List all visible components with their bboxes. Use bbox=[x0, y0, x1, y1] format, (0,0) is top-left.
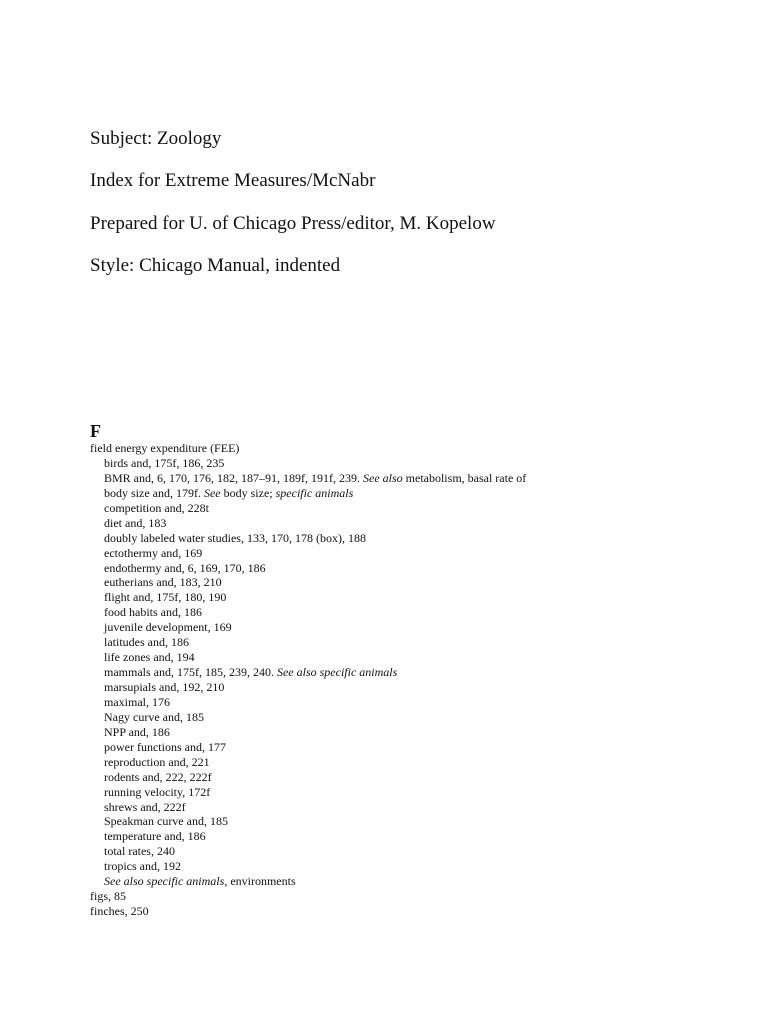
index-subentry bbox=[90, 605, 730, 620]
cross-reference-label: See bbox=[203, 485, 221, 500]
cross-reference-label: See also bbox=[363, 470, 403, 485]
index-subentry-see-also bbox=[90, 874, 730, 889]
index-main-entry: finches, 250 bbox=[90, 904, 149, 919]
index-subentry bbox=[90, 635, 730, 650]
subentry-text: reproduction and, 221 bbox=[104, 754, 210, 769]
subentry-text: life zones and, 194 bbox=[104, 650, 195, 665]
index-subentry bbox=[90, 590, 730, 605]
index-subentry bbox=[90, 755, 730, 770]
index-subentry bbox=[90, 725, 730, 740]
index-subentry bbox=[90, 575, 730, 590]
subentry-text: marsupials and, 192, 210 bbox=[104, 680, 225, 694]
subentry-text: mammals and, 175f, 185, 239, 240. bbox=[104, 665, 274, 680]
index-subentry bbox=[90, 561, 730, 576]
cross-reference-rest: , environments bbox=[224, 874, 296, 889]
subentry-text: power functions and, 177 bbox=[104, 739, 226, 754]
subentry-text: total rates, 240 bbox=[104, 844, 175, 859]
index-main-entry: figs, 85 bbox=[90, 889, 126, 904]
index-subentry bbox=[90, 471, 730, 486]
subentry-text: diet and, 183 bbox=[104, 515, 167, 530]
subentry-text: flight and, 175f, 180, 190 bbox=[104, 590, 227, 605]
index-subentry bbox=[90, 800, 730, 815]
cross-reference-target: body size; bbox=[223, 485, 273, 500]
index-title-line: Index for Extreme Measures/McNabr bbox=[90, 170, 376, 192]
cross-reference-target: metabolism, basal rate of bbox=[405, 470, 527, 485]
index-subentry bbox=[90, 829, 730, 844]
index-subentry bbox=[90, 710, 730, 725]
index-subentry bbox=[90, 501, 730, 516]
index-subentry bbox=[90, 785, 730, 800]
subentry-text: BMR and, 6, 170, 176, 182, 187–91, 189f, 191f, 239. bbox=[104, 470, 360, 485]
index-subentry bbox=[90, 770, 730, 785]
subentry-text: rodents and, 222, 222f bbox=[104, 769, 212, 784]
subentry-text: body size and, 179f. bbox=[104, 485, 201, 500]
subentry-text: doubly labeled water studies, 133, 170, 178 (box), 188 bbox=[104, 530, 366, 545]
cross-reference-italic: See also specific animals bbox=[276, 665, 398, 680]
index-subentry bbox=[90, 740, 730, 755]
subentry-text: running velocity, 172f bbox=[104, 784, 211, 799]
subentry-text: NPP and, 186 bbox=[104, 724, 170, 739]
subentry-text: food habits and, 186 bbox=[104, 605, 202, 620]
index-section-letter: F bbox=[90, 421, 101, 441]
index-subentry bbox=[90, 680, 730, 695]
index-subentry bbox=[90, 546, 730, 561]
index-subentry bbox=[90, 620, 730, 635]
index-subentry bbox=[90, 486, 730, 501]
index-subentry bbox=[90, 859, 730, 874]
index-subentry bbox=[90, 695, 730, 710]
index-subentry bbox=[90, 814, 730, 829]
subentry-text: ectothermy and, 169 bbox=[104, 545, 203, 560]
subentry-text: maximal, 176 bbox=[104, 694, 170, 709]
subentry-text: endothermy and, 6, 169, 170, 186 bbox=[104, 560, 266, 575]
index-subentry bbox=[90, 665, 730, 680]
subentry-text: eutherians and, 183, 210 bbox=[104, 575, 222, 590]
index-list bbox=[90, 441, 730, 919]
index-subentry bbox=[90, 650, 730, 665]
subentry-text: temperature and, 186 bbox=[104, 829, 206, 844]
subentry-text: tropics and, 192 bbox=[104, 859, 181, 874]
prepared-for-line: Prepared for U. of Chicago Press/editor, M. Kopelow bbox=[90, 212, 496, 234]
style-line: Style: Chicago Manual, indented bbox=[90, 254, 341, 276]
subentry-text: competition and, 228t bbox=[104, 500, 209, 515]
subentry-text: Nagy curve and, 185 bbox=[104, 709, 204, 724]
index-main-entry: field energy expenditure (FEE) bbox=[90, 441, 240, 455]
subentry-text: birds and, 175f, 186, 235 bbox=[104, 455, 225, 470]
subentry-text: Speakman curve and, 185 bbox=[104, 814, 228, 829]
subentry-text: latitudes and, 186 bbox=[104, 635, 189, 650]
cross-reference-italic: See also specific animals bbox=[104, 874, 225, 889]
index-subentry bbox=[90, 456, 730, 471]
subentry-text: shrews and, 222f bbox=[104, 799, 186, 814]
subject-line: Subject: Zoology bbox=[90, 128, 222, 149]
index-subentry bbox=[90, 516, 730, 531]
document-header bbox=[90, 128, 730, 297]
index-subentry bbox=[90, 844, 730, 859]
cross-reference-target-italic: specific animals bbox=[275, 485, 354, 500]
subentry-text: juvenile development, 169 bbox=[104, 620, 232, 635]
index-subentry bbox=[90, 531, 730, 546]
